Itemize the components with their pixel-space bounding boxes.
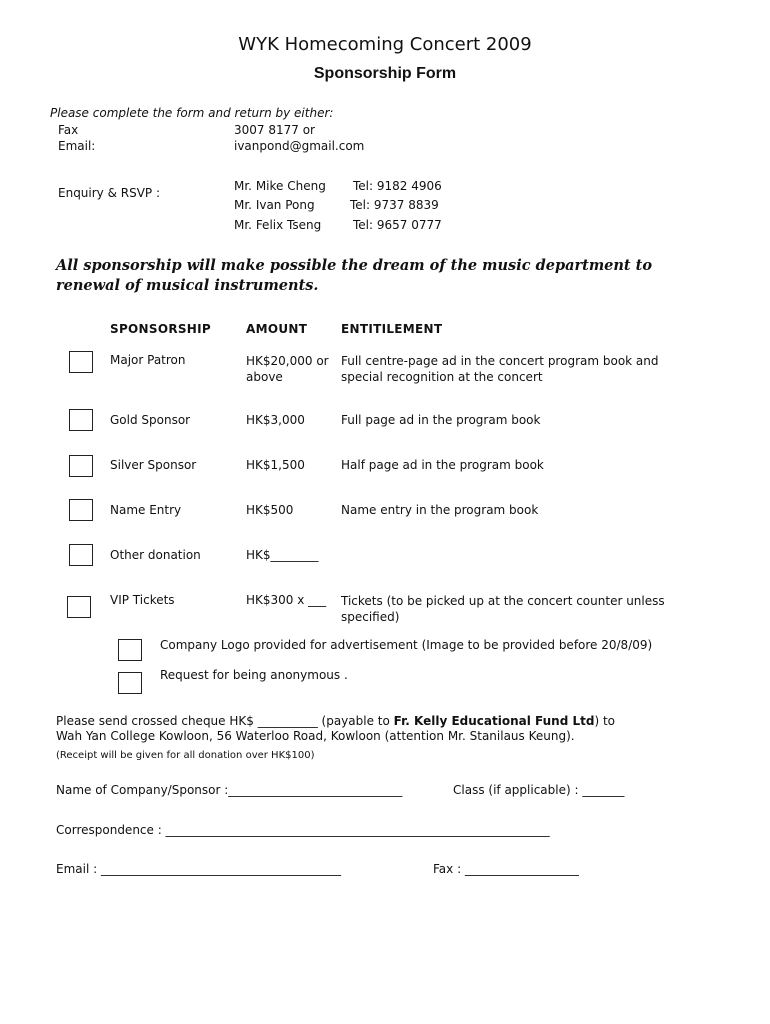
name-entry-checkbox[interactable] xyxy=(69,499,93,521)
row-entitlement: Half page ad in the program book xyxy=(341,458,544,472)
company-logo-label: Company Logo provided for advertisement (Image to be provided before 20/8/09) xyxy=(160,638,653,652)
contact-name: Mr. Felix Tseng xyxy=(234,218,322,232)
email-value: ivanpond@gmail.com xyxy=(234,139,365,153)
email-label: Email: xyxy=(58,139,96,153)
payment-text: Please send crossed cheque HK$ __________ (payable to xyxy=(56,714,394,728)
row-amount: HK$3,000 xyxy=(246,413,305,427)
row-entitlement: Full page ad in the program book xyxy=(341,413,541,427)
row-entitlement: Tickets (to be picked up at the concert counter unless specified) xyxy=(341,594,665,624)
row-sponsorship: Name Entry xyxy=(110,503,182,517)
email-field[interactable]: Email : ________________________________________ xyxy=(56,862,341,876)
correspondence-field[interactable]: Correspondence : ________________________________________________________________ xyxy=(56,823,550,837)
row-sponsorship: Major Patron xyxy=(110,353,186,367)
return-intro: Please complete the form and return by either: xyxy=(50,106,334,120)
fax-field[interactable]: Fax : ___________________ xyxy=(433,862,579,876)
silver-sponsor-checkbox[interactable] xyxy=(69,455,93,477)
form-subtitle: Sponsorship Form xyxy=(313,65,457,82)
contact-name: Mr. Mike Cheng xyxy=(234,179,326,193)
other-donation-checkbox[interactable] xyxy=(69,544,93,566)
row-sponsorship: Silver Sponsor xyxy=(110,458,197,472)
row-amount: HK$1,500 xyxy=(246,458,305,472)
row-sponsorship: Gold Sponsor xyxy=(110,413,191,427)
row-entitlement: Name entry in the program book xyxy=(341,503,539,517)
payment-line-2: Wah Yan College Kowloon, 56 Waterloo Road, Kowloon (attention Mr. Stanilaus Keung). xyxy=(56,729,575,743)
payee-name: Fr. Kelly Educational Fund Ltd xyxy=(393,714,595,728)
receipt-note: (Receipt will be given for all donation over HK$100) xyxy=(56,750,315,761)
row-amount: HK$20,000 or above xyxy=(246,354,329,384)
sponsorship-slogan: All sponsorship will make possible the dream of the music department to renewal of musical instruments. xyxy=(56,257,653,294)
fax-label: Fax xyxy=(58,123,79,137)
gold-sponsor-checkbox[interactable] xyxy=(69,409,93,431)
row-sponsorship: VIP Tickets xyxy=(110,593,175,607)
row-entitlement: Full centre-page ad in the concert program book and special recognition at the concert xyxy=(341,354,659,384)
company-field[interactable]: Name of Company/Sponsor :_____________________________ xyxy=(56,783,403,797)
anonymous-label: Request for being anonymous . xyxy=(160,668,348,682)
contact-tel: Tel: 9182 4906 xyxy=(353,179,442,193)
company-logo-checkbox[interactable] xyxy=(118,639,142,661)
row-sponsorship: Other donation xyxy=(110,548,201,562)
vip-tickets-checkbox[interactable] xyxy=(67,596,91,618)
row-amount[interactable]: HK$________ xyxy=(246,548,319,562)
contact-tel: Tel: 9657 0777 xyxy=(353,218,442,232)
fax-value: 3007 8177 or xyxy=(234,123,315,137)
header-amount: AMOUNT xyxy=(246,322,308,336)
class-field[interactable]: Class (if applicable) : _______ xyxy=(453,783,625,797)
row-amount[interactable]: HK$300 x ___ xyxy=(246,593,327,607)
anonymous-checkbox[interactable] xyxy=(118,672,142,694)
contact-name: Mr. Ivan Pong xyxy=(234,198,315,212)
header-entitlement: ENTITILEMENT xyxy=(341,322,443,336)
row-amount: HK$500 xyxy=(246,503,294,517)
payment-text-end: ) to xyxy=(594,714,616,728)
header-sponsorship: SPONSORSHIP xyxy=(110,322,212,336)
major-patron-checkbox[interactable] xyxy=(69,351,93,373)
form-title: WYK Homecoming Concert 2009 xyxy=(238,34,532,55)
payment-line-1 xyxy=(56,714,615,728)
contact-tel: Tel: 9737 8839 xyxy=(350,198,439,212)
enquiry-label: Enquiry & RSVP : xyxy=(58,186,161,200)
